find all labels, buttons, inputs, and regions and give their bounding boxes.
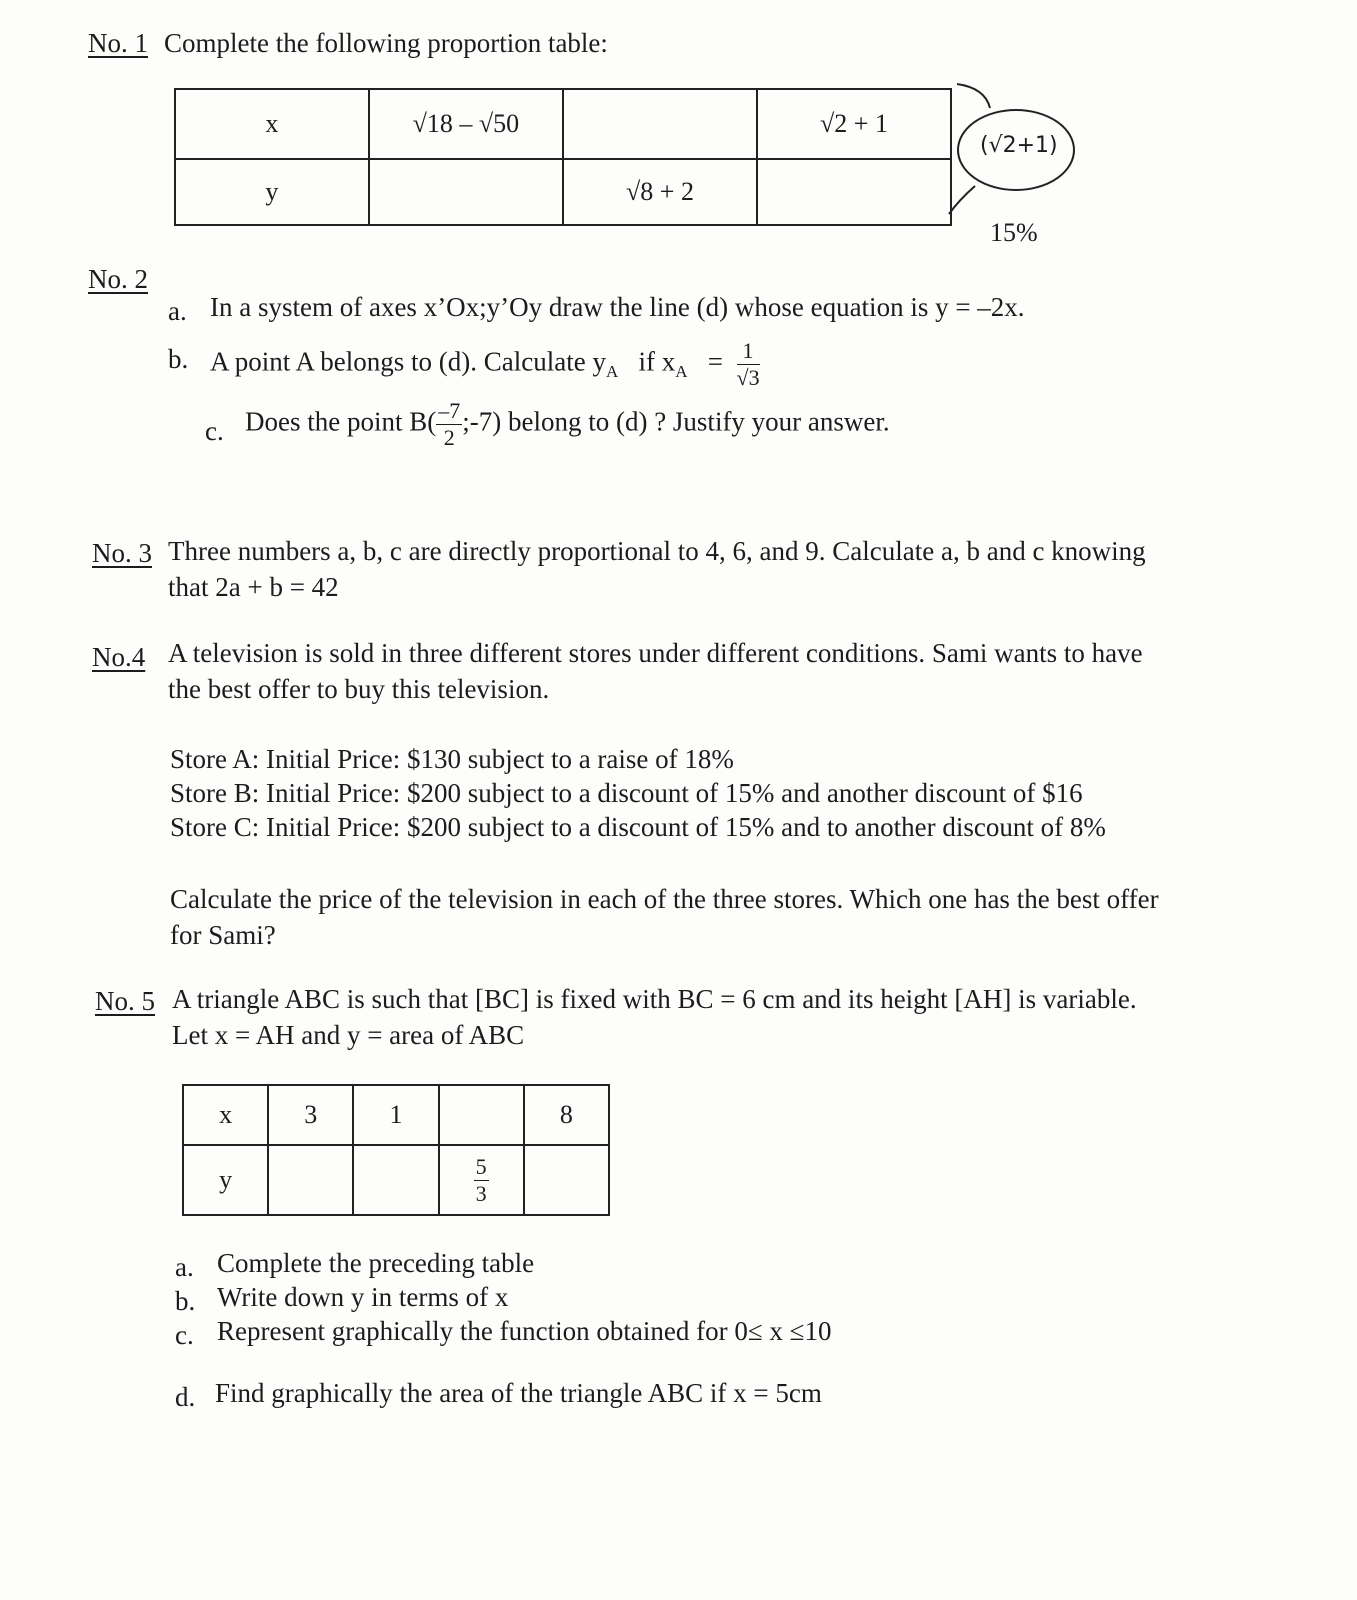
q1-percent: 15% <box>990 218 1038 247</box>
q5-cell: 1 <box>353 1085 438 1145</box>
q4-label: No.4 <box>92 642 146 672</box>
q5-row-y <box>183 1145 609 1215</box>
q1-cell: √8 + 2 <box>563 159 757 225</box>
q1-cell: y <box>175 159 369 225</box>
q1-label: No. 1 <box>88 28 148 58</box>
q5-frac-den: 3 <box>475 1180 487 1206</box>
q4-line2: the best offer to buy this television. <box>168 674 550 704</box>
q5-d-marker: d. <box>175 1382 196 1412</box>
q2-b-frac-den: √3 <box>736 365 760 390</box>
q1-cell <box>757 159 951 225</box>
q5-b-text: Write down y in terms of x <box>217 1282 509 1312</box>
q2-a-marker: a. <box>168 296 187 326</box>
q5-b-marker: b. <box>175 1286 196 1316</box>
q1-cell: √2 + 1 <box>757 89 951 159</box>
q5-a-text: Complete the preceding table <box>217 1248 535 1278</box>
q5-line1: A triangle ABC is such that [BC] is fixed with BC = 6 cm and its height [AH] is variable. <box>172 984 1137 1014</box>
q2-b-eq: = <box>707 346 724 377</box>
q2-b-text <box>210 340 760 389</box>
q3-line2: that 2a + b = 42 <box>168 572 339 602</box>
q2-b-sub: A <box>605 362 619 382</box>
q2-c-frac-num: –7 <box>438 398 461 423</box>
q2-b-main: A point A belongs to (d). Calculate y <box>210 346 606 377</box>
q1-cell: √18 – √50 <box>369 89 563 159</box>
q1-text: Complete the following proportion table: <box>164 28 608 58</box>
q2-c-main: Does the point B( <box>245 406 437 437</box>
q2-c-rest: ;-7) belong to (d) ? Justify your answer. <box>462 406 890 437</box>
q4-calc-line2: for Sami? <box>170 920 276 950</box>
q2-b-frac-num: 1 <box>737 340 760 365</box>
q4-store-b: Store B: Initial Price: $200 subject to a discount of 15% and another discount of $16 <box>170 778 1083 808</box>
q5-label: No. 5 <box>95 986 155 1016</box>
q1-row-y <box>175 159 951 225</box>
q2-b-if: if x <box>638 346 676 377</box>
q5-line2: Let x = AH and y = area of ABC <box>172 1020 525 1050</box>
q3-line1: Three numbers a, b, c are directly proportional to 4, 6, and 9. Calculate a, b and c knowing <box>168 536 1146 566</box>
q1-cell <box>369 159 563 225</box>
q5-cell: y <box>183 1145 268 1215</box>
q2-c-frac-den: 2 <box>443 425 455 450</box>
q4-line1: A television is sold in three different stores under different conditions. Sami wants to have <box>168 638 1143 668</box>
q5-cell <box>353 1145 438 1215</box>
q5-cell: x <box>183 1085 268 1145</box>
q4-store-a: Store A: Initial Price: $130 subject to a raise of 18% <box>170 744 734 774</box>
q2-b-marker: b. <box>168 344 189 374</box>
q4-calc-line1: Calculate the price of the television in each of the three stores. Which one has the best offer <box>170 884 1159 914</box>
q5-c-text: Represent graphically the function obtained for 0≤ x ≤10 <box>217 1316 832 1346</box>
q2-b-fraction <box>737 340 760 389</box>
q5-fraction <box>474 1153 489 1206</box>
q1-cell <box>563 89 757 159</box>
q5-row-x <box>183 1085 609 1145</box>
q5-a-marker: a. <box>175 1252 194 1282</box>
q5-values-table <box>182 1084 610 1216</box>
q1-row-x <box>175 89 951 159</box>
q5-cell <box>439 1145 524 1215</box>
q2-label: No. 2 <box>88 264 148 294</box>
q5-cell: 8 <box>524 1085 609 1145</box>
q1-proportion-table <box>174 88 952 226</box>
q2-c-marker: c. <box>205 416 224 446</box>
q4-store-c: Store C: Initial Price: $200 subject to a discount of 15% and to another discount of 8% <box>170 812 1106 842</box>
q2-c-text <box>245 400 890 449</box>
q3-label: No. 3 <box>92 538 152 568</box>
q5-d-text: Find graphically the area of the triangle ABC if x = 5cm <box>215 1378 822 1408</box>
q2-b-sub2: A <box>675 362 688 382</box>
q5-cell <box>439 1085 524 1145</box>
q5-cell <box>524 1145 609 1215</box>
q1-cell: x <box>175 89 369 159</box>
q5-cell <box>268 1145 353 1215</box>
q5-frac-num: 5 <box>475 1153 487 1179</box>
q1-handwritten-note: (√2+1) <box>980 133 1058 158</box>
q2-c-fraction <box>436 400 462 449</box>
q2-a-text: In a system of axes x’Ox;y’Oy draw the line (d) whose equation is y = –2x. <box>210 292 1025 322</box>
q5-c-marker: c. <box>175 1320 194 1350</box>
q5-cell: 3 <box>268 1085 353 1145</box>
